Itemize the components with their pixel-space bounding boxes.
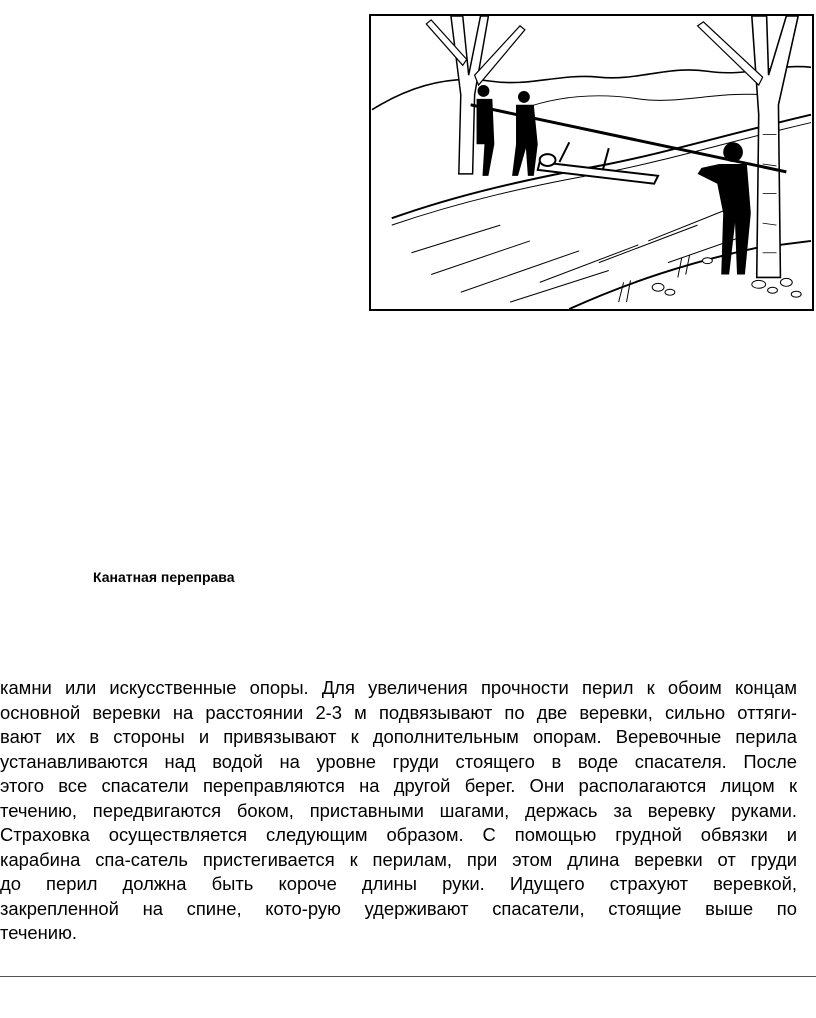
bottom-divider — [0, 976, 816, 977]
text-line: закрепленной на спине, кото-рую удерживают спасатели, стоящие выше по — [0, 897, 797, 919]
left-figures — [477, 85, 538, 176]
text-line: вают их в стороны и привязывают к дополнительным опорам. Веревочные перила — [0, 726, 797, 747]
body-paragraph — [0, 676, 797, 946]
text-line: карабина спа-сатель пристегивается к перилам, при этом длина веревки от груди — [0, 848, 797, 870]
text-line: Страховка осуществляется следующим образом. С помощью грудной обвязки и — [0, 824, 797, 845]
text-line: камни или искусственные опоры. Для увеличения прочности перил к обоим концам — [0, 677, 797, 698]
text-line: основной веревки на расстоянии 2-3 м подвязывают по две веревки, сильно оттяги- — [0, 701, 797, 723]
stretcher — [538, 142, 658, 183]
rope-crossing-illustration — [369, 14, 814, 311]
left-tree — [426, 16, 525, 174]
text-line: до перил должна быть короче длины руки. Идущего страхуют веревкой, — [0, 873, 797, 894]
text-line: течению, передвигаются боком, приставными шагами, держась за веревку руками. — [0, 799, 797, 821]
text-line: устанавливаются над водой на уровне груди стоящего в воде спасателя. После — [0, 750, 797, 772]
figure-caption: Канатная переправа — [93, 569, 235, 585]
text-line: течению. — [0, 922, 77, 943]
hills — [372, 67, 811, 110]
text-line: этого все спасатели переправляются на другой берег. Они располагаются лицом к — [0, 775, 797, 796]
